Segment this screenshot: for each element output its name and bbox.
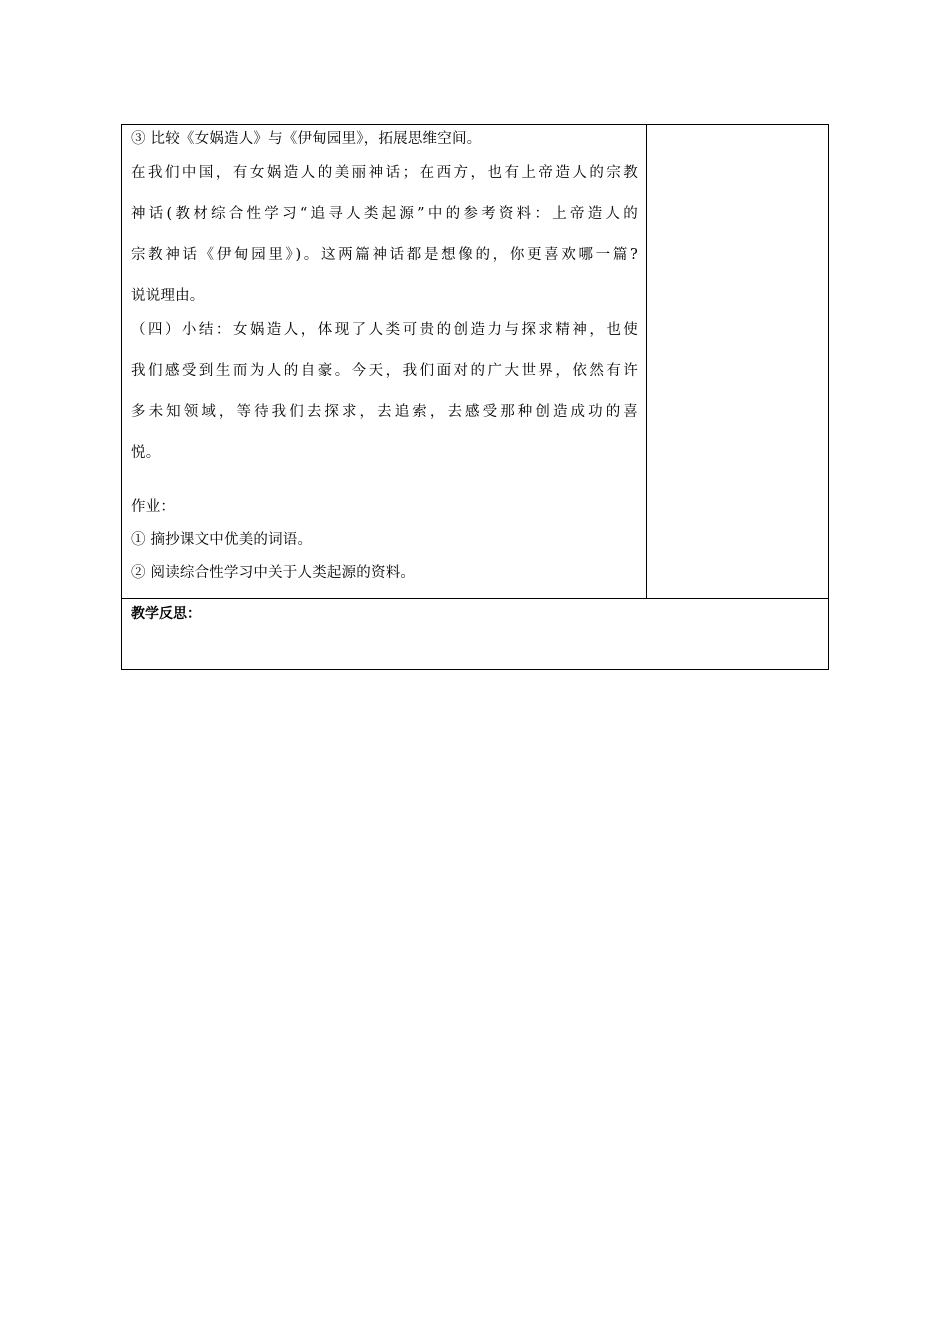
summary-paragraph <box>131 320 638 463</box>
homework-title: 作业： <box>131 499 176 515</box>
paragraph-line: 多未知领域，等待我们去探求，去追索，去感受那种创造成功的喜 <box>131 404 638 420</box>
teaching-reflection-label: 教学反思： <box>131 606 201 622</box>
paragraph-line: 悦。 <box>131 445 161 461</box>
teaching-process-cell <box>122 125 647 599</box>
paragraph-line: 神话(教材综合性学习“追寻人类起源”中的参考资料：上帝造人的 <box>131 206 638 222</box>
paragraph-line: 宗教神话《伊甸园里》)。这两篇神话都是想像的，你更喜欢哪一篇? <box>131 247 638 263</box>
paragraph-line: 说说理由。 <box>131 288 205 304</box>
paragraph-line: 我们感受到生而为人的自豪。今天，我们面对的广大世界，依然有许 <box>131 363 638 379</box>
lesson-plan-table <box>121 124 829 670</box>
comparison-paragraph <box>131 163 638 313</box>
lesson-content-row <box>122 125 829 599</box>
paragraph-line: （四）小结：女娲造人，体现了人类可贵的创造力与探求精神，也使 <box>131 322 638 338</box>
item3-heading: ③ 比较《女娲造人》与《伊甸园里》，拓展思维空间。 <box>131 131 482 147</box>
homework-item: ① 摘抄课文中优美的词语。 <box>131 532 313 548</box>
notes-column-cell <box>647 125 829 599</box>
paragraph-line: 在我们中国，有女娲造人的美丽神话；在西方，也有上帝造人的宗教 <box>131 165 638 181</box>
homework-item: ② 阅读综合性学习中关于人类起源的资料。 <box>131 565 416 581</box>
blank-line <box>131 463 638 497</box>
reflection-row <box>122 599 829 670</box>
teaching-reflection-cell <box>122 599 829 670</box>
